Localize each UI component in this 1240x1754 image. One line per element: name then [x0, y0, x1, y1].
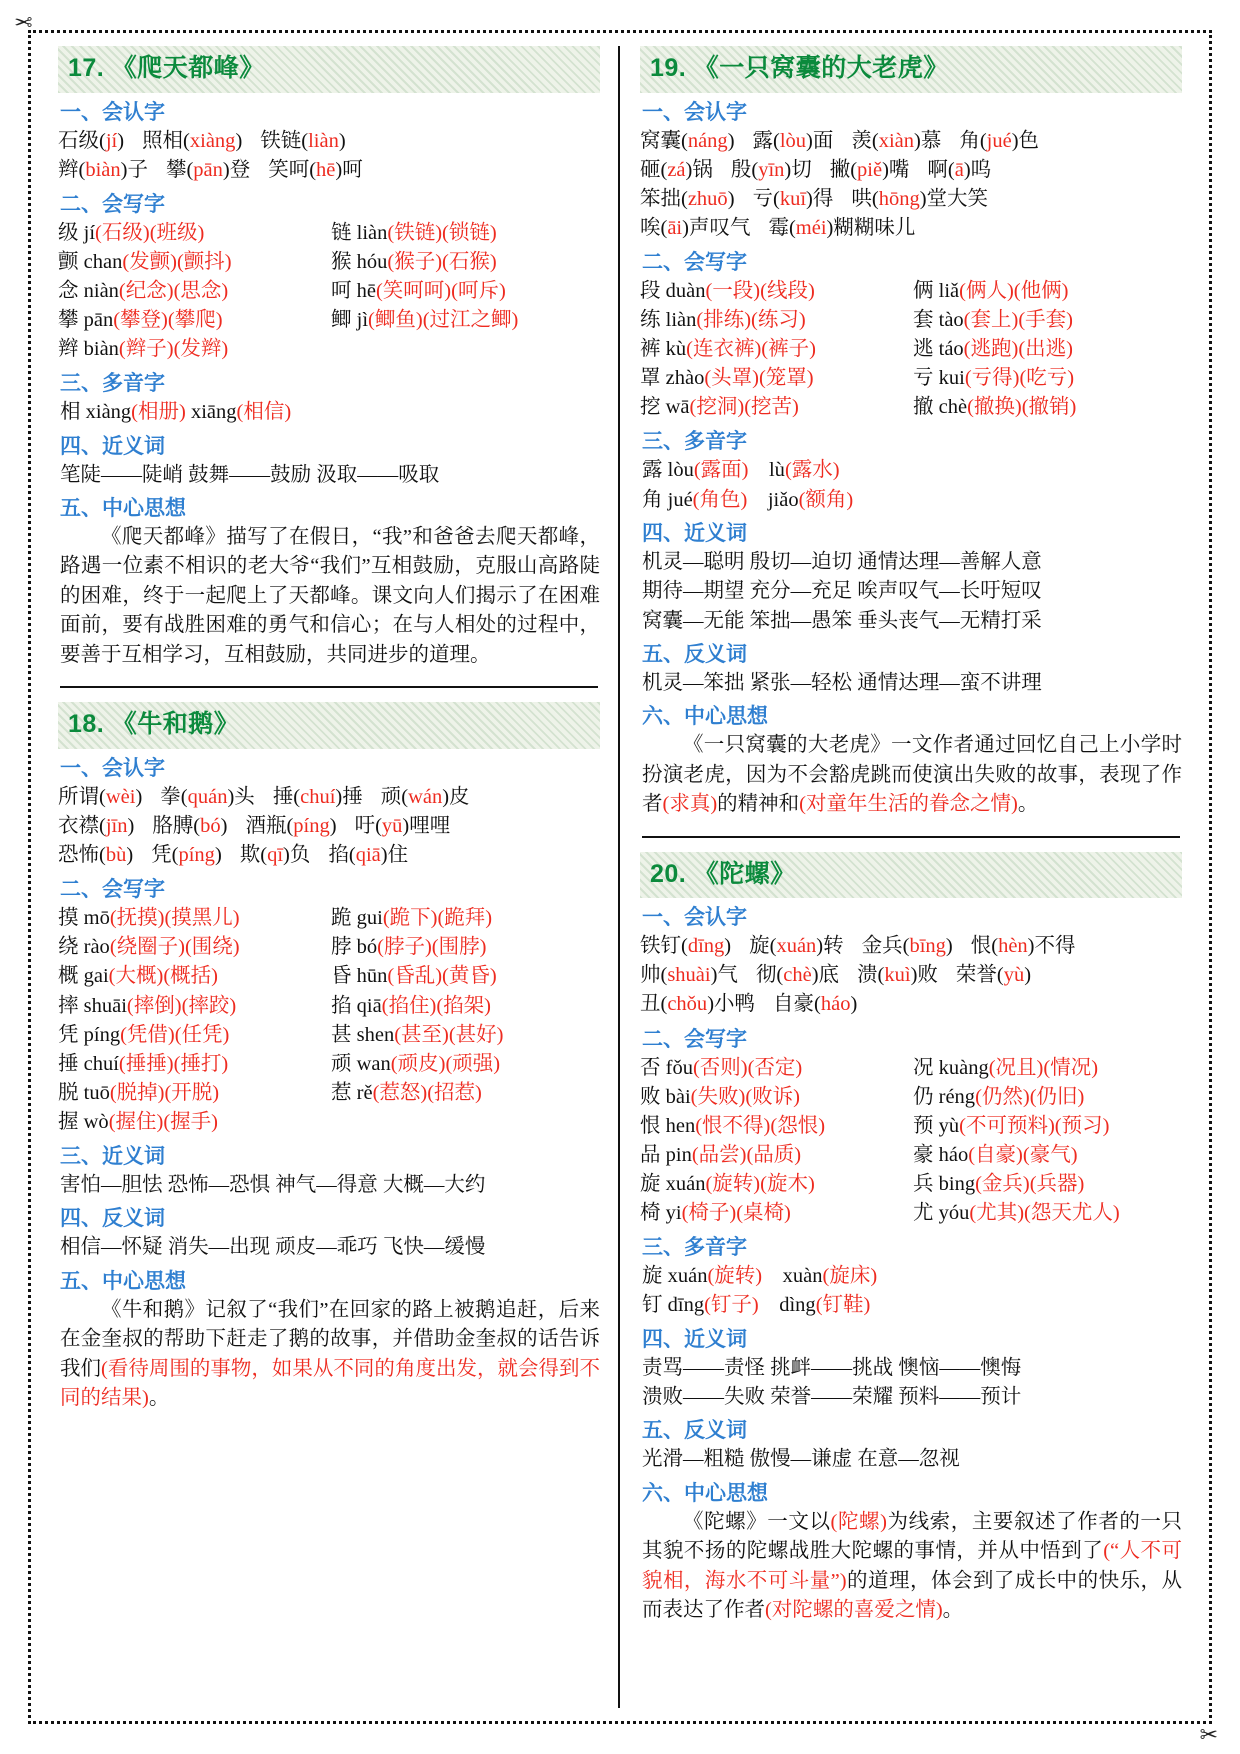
section-heading: 二、会写字 [642, 1026, 747, 1051]
section-heading: 一、会认字 [642, 99, 747, 124]
lesson-title: 18. 《牛和鹅》 [68, 710, 240, 739]
write-item: 否 fǒu(否则)(否定) [640, 1056, 803, 1079]
text-line: 责骂——责怪 挑衅——挑战 懊恼——懊悔 [642, 1356, 1022, 1379]
write-item: 顽 wan(顽皮)(顽强) [331, 1052, 501, 1075]
recognize-item: 自豪(háo) [773, 993, 858, 1016]
text-line: 钉 dīng(钉子) dìng(钉鞋) [642, 1294, 871, 1317]
write-item: 罩 zhào(头罩)(笼罩) [640, 367, 814, 390]
write-item: 撤 chè(撤换)(撤销) [913, 396, 1077, 419]
section-heading: 三、近义词 [60, 1144, 165, 1169]
lesson-block [640, 852, 1182, 1626]
recognize-row [640, 932, 1182, 961]
recognize-row [58, 783, 600, 812]
recognize-item: 角(jué)色 [959, 129, 1040, 152]
lesson-title-bar [58, 46, 600, 93]
recognize-item: 殷(yīn)切 [730, 158, 812, 181]
right-column [620, 46, 1196, 1708]
section-heading: 五、反义词 [642, 1418, 747, 1443]
write-item: 攀 pān(攀登)(攀爬) [58, 309, 223, 332]
write-item: 练 liàn(排练)(练习) [640, 309, 806, 332]
write-grid [58, 904, 600, 1137]
text-line: 露 lòu(露面) lù(露水) [642, 459, 840, 482]
write-item: 预 yù(不可预料)(预习) [913, 1114, 1110, 1137]
section-heading: 四、反义词 [60, 1206, 165, 1231]
write-item: 掐 qiā(掐住)(掐架) [331, 994, 491, 1017]
recognize-item: 笑呵(hē)呵 [268, 158, 363, 181]
write-item: 脱 tuō(脱掉)(开脱) [58, 1081, 220, 1104]
recognize-item: 铁钉(dīng) [640, 935, 732, 958]
recognize-row [640, 990, 1182, 1019]
section-heading: 一、会认字 [642, 905, 747, 930]
write-item: 鲫 jì(鲫鱼)(过江之鲫) [331, 309, 519, 332]
lesson-title: 17. 《爬天都峰》 [68, 54, 265, 82]
recognize-row [640, 214, 1182, 243]
lesson-title: 19. 《一只窝囊的大老虎》 [650, 54, 949, 82]
recognize-item: 啊(ā)呜 [927, 158, 992, 181]
write-item: 昏 hūn(昏乱)(黄昏) [331, 965, 497, 988]
recognize-item: 酒瓶(píng) [245, 815, 337, 838]
recognize-row [58, 841, 600, 870]
text-line: 相信—怀疑 消失—出现 顽皮—乖巧 飞快—缓慢 [60, 1236, 486, 1259]
recognize-item: 衣襟(jīn) [58, 815, 135, 838]
section-heading: 二、会写字 [60, 191, 165, 216]
text-line: 光滑—粗糙 傲慢—谦虚 在意—忽视 [642, 1448, 960, 1471]
write-item: 段 duàn(一段)(线段) [640, 279, 815, 302]
write-item: 甚 shen(甚至)(甚好) [331, 1023, 504, 1046]
recognize-item: 照相(xiàng) [142, 129, 243, 152]
write-item: 裤 kù(连衣裤)(裤子) [640, 338, 816, 361]
text-line: 害怕—胆怯 恐怖—恐惧 神气—得意 大概—大约 [60, 1174, 486, 1197]
section-heading: 四、近义词 [642, 521, 747, 546]
text-line: 机灵—聪明 殷切—迫切 通情达理—善解人意 [642, 551, 1042, 574]
text-line: 溃败——失败 荣誉——荣耀 预料——预计 [642, 1386, 1022, 1409]
lesson-title-bar [640, 46, 1182, 93]
recognize-item: 亏(kuī)得 [752, 187, 834, 210]
text-line: 角 jué(角色) jiǎo(额角) [642, 488, 854, 511]
recognize-item: 攀(pān)登 [165, 158, 251, 181]
section-heading: 四、近义词 [60, 433, 165, 458]
write-item: 逃 táo(逃跑)(出逃) [913, 338, 1073, 361]
recognize-row [640, 156, 1182, 185]
write-grid [640, 277, 1182, 423]
recognize-item: 所谓(wèi) [58, 785, 143, 808]
section-heading: 六、中心思想 [642, 1480, 768, 1505]
recognize-item: 彻(chè)底 [755, 964, 840, 987]
write-item: 脖 bó(脖子)(围脖) [331, 936, 487, 959]
write-item: 摔 shuāi(摔倒)(摔跤) [58, 994, 237, 1017]
section-heading: 三、多音字 [642, 429, 747, 454]
recognize-item: 撇(piě)嘴 [829, 158, 910, 181]
write-item: 绕 rào(绕圈子)(围绕) [58, 936, 240, 959]
recognize-row [640, 127, 1182, 156]
text-line: 期待—期望 充分—充足 唉声叹气—长吁短叹 [642, 580, 1042, 603]
recognize-row [640, 961, 1182, 990]
section-divider [60, 686, 598, 688]
write-item: 仍 réng(仍然)(仍旧) [913, 1085, 1085, 1108]
section-heading: 六、中心思想 [642, 704, 768, 729]
write-grid [58, 219, 600, 365]
recognize-item: 笨拙(zhuō) [640, 187, 735, 210]
write-item: 旋 xuán(旋转)(旋木) [640, 1172, 815, 1195]
write-item: 呵 hē(笑呵呵)(呵斥) [331, 279, 506, 302]
section-heading: 三、多音字 [642, 1235, 747, 1260]
left-column [44, 46, 620, 1708]
lesson-block [640, 46, 1182, 820]
recognize-item: 胳膊(bó) [152, 815, 228, 838]
write-item: 跪 gui(跪下)(跪拜) [331, 907, 493, 930]
recognize-item: 拳(quán)头 [160, 785, 255, 808]
section-heading: 五、反义词 [642, 641, 747, 666]
write-item: 恨 hen(恨不得)(怨恨) [640, 1114, 826, 1137]
write-item: 俩 liǎ(俩人)(他俩) [913, 279, 1069, 302]
recognize-item: 吁(yū)哩哩 [354, 815, 451, 838]
lesson-title-bar [58, 702, 600, 749]
text-line: 笔陡——陡峭 鼓舞——鼓励 汲取——吸取 [60, 463, 440, 486]
recognize-item: 恐怖(bù) [58, 844, 134, 867]
write-item: 握 wò(握住)(握手) [58, 1111, 218, 1133]
page-columns [44, 46, 1196, 1708]
central-idea-paragraph: 《牛和鹅》记叙了“我们”在回家的路上被鹅追赶，后来在金奎叔的帮助下赶走了鹅的故事，并借助金奎叔的话告诉我们(看待周围的事物，如果从不同的角度出发，就会得到不同的结果)。 [60, 1298, 600, 1410]
central-idea-paragraph: 《陀螺》一文以(陀螺)为线索，主要叙述了作者的一只其貌不扬的陀螺战胜大陀螺的事情，并从中悟到了(“人不可貌相，海水不可斗量”)的道理，体会到了成长中的快乐，从而表达了作者(对陀螺的喜爱之情)。 [642, 1510, 1183, 1622]
write-item: 品 pin(品尝)(品质) [640, 1143, 802, 1166]
recognize-row [640, 185, 1182, 214]
recognize-item: 旋(xuán)转 [749, 935, 844, 958]
section-heading: 四、近义词 [642, 1326, 747, 1351]
recognize-item: 羡(xiàn)慕 [851, 129, 942, 152]
recognize-item: 顽(wán)皮 [380, 785, 470, 808]
write-item: 凭 píng(凭借)(任凭) [58, 1023, 230, 1046]
write-item: 套 tào(套上)(手套) [913, 309, 1073, 332]
recognize-item: 欺(qī)负 [239, 844, 311, 867]
recognize-item: 辫(biàn)子 [58, 158, 148, 181]
lesson-title: 20. 《陀螺》 [650, 859, 796, 888]
write-item: 兵 bing(金兵)(兵器) [913, 1172, 1085, 1195]
section-heading: 二、会写字 [642, 249, 747, 274]
recognize-item: 荣誉(yù) [955, 964, 1032, 987]
section-heading: 二、会写字 [60, 877, 165, 902]
write-item: 颤 chan(发颤)(颤抖) [58, 250, 232, 273]
section-heading: 三、多音字 [60, 371, 165, 396]
write-item: 豪 háo(自豪)(豪气) [913, 1143, 1078, 1166]
recognize-item: 溃(kuì)败 [857, 964, 938, 987]
scissors-icon-bottom: ✂ [1199, 1722, 1218, 1747]
write-grid [640, 1054, 1182, 1229]
scissors-icon: ✂ [14, 10, 33, 35]
recognize-item: 铁链(liàn) [260, 129, 346, 152]
recognize-item: 哄(hōng)堂大笑 [851, 187, 989, 210]
section-heading: 五、中心思想 [60, 1268, 186, 1293]
write-item: 辫 biàn(辫子)(发辫) [58, 338, 229, 361]
lesson-title-bar [640, 852, 1182, 899]
recognize-item: 凭(píng) [151, 844, 222, 867]
recognize-item: 掐(qiā)住 [328, 844, 409, 867]
section-heading: 五、中心思想 [60, 495, 186, 520]
recognize-item: 露(lòu)面 [752, 129, 834, 152]
text-line: 相 xiàng(相册) xiāng(相信) [60, 401, 292, 424]
recognize-row [58, 156, 600, 185]
write-item: 概 gai(大概)(概括) [58, 965, 218, 988]
recognize-item: 金兵(bīng) [861, 935, 953, 958]
recognize-item: 唉(āi)声叹气 [640, 216, 751, 239]
section-heading: 一、会认字 [60, 99, 165, 124]
write-item: 链 liàn(铁链)(锁链) [331, 221, 497, 244]
central-idea-paragraph: 《一只窝囊的大老虎》一文作者通过回忆自己上小学时扮演老虎，因为不会豁虎跳而使演出失败的故事，表现了作者(求真)的精神和(对童年生活的眷念之情)。 [642, 734, 1182, 816]
write-item: 败 bài(失败)(败诉) [640, 1085, 800, 1108]
write-item: 猴 hóu(猴子)(石猴) [331, 250, 497, 273]
write-item: 况 kuàng(况且)(情况) [913, 1056, 1099, 1079]
lesson-block [58, 46, 600, 670]
write-item: 级 jí(石级)(班级) [58, 221, 205, 244]
text-line: 窝囊—无能 笨拙—愚笨 垂头丧气—无精打采 [642, 609, 1042, 632]
recognize-item: 窝囊(náng) [640, 129, 735, 152]
section-divider [642, 836, 1180, 838]
recognize-item: 恨(hèn)不得 [970, 935, 1076, 958]
recognize-item: 捶(chuí)捶 [272, 785, 363, 808]
write-item: 椅 yi(椅子)(桌椅) [640, 1202, 791, 1225]
write-item: 亏 kui(亏得)(吃亏) [913, 367, 1075, 390]
recognize-item: 石级(jí) [58, 129, 125, 152]
write-item: 念 niàn(纪念)(思念) [58, 279, 229, 302]
lesson-block [58, 702, 600, 1413]
write-item: 捶 chuí(捶捶)(捶打) [58, 1052, 229, 1075]
recognize-item: 霉(méi)糊糊味儿 [768, 216, 916, 239]
text-line: 旋 xuán(旋转) xuàn(旋床) [642, 1265, 878, 1288]
write-item: 尤 yóu(尤其)(怨天尤人) [913, 1202, 1120, 1225]
recognize-row [58, 812, 600, 841]
central-idea-paragraph: 《爬天都峰》描写了在假日，“我”和爸爸去爬天都峰，路遇一位素不相识的老大爷“我们”互相鼓励，克服山高路陡的困难，终于一起爬上了天都峰。课文向人们揭示了在困难面前，要有战胜困难的勇气和信心；在与人相处的过程中，要善于互相学习，互相鼓励，共同进步的道理。 [60, 525, 600, 666]
recognize-item: 砸(zá)锅 [640, 158, 713, 181]
write-item: 挖 wā(挖洞)(挖苦) [640, 396, 799, 419]
section-heading: 一、会认字 [60, 755, 165, 780]
write-item: 摸 mō(抚摸)(摸黑儿) [58, 907, 240, 930]
text-line: 机灵—笨拙 紧张—轻松 通情达理—蛮不讲理 [642, 671, 1042, 694]
write-item: 惹 rě(惹怒)(招惹) [331, 1081, 482, 1104]
recognize-row [58, 127, 600, 156]
recognize-item: 帅(shuài)气 [640, 964, 738, 987]
recognize-item: 丑(chǒu)小鸭 [640, 993, 756, 1016]
